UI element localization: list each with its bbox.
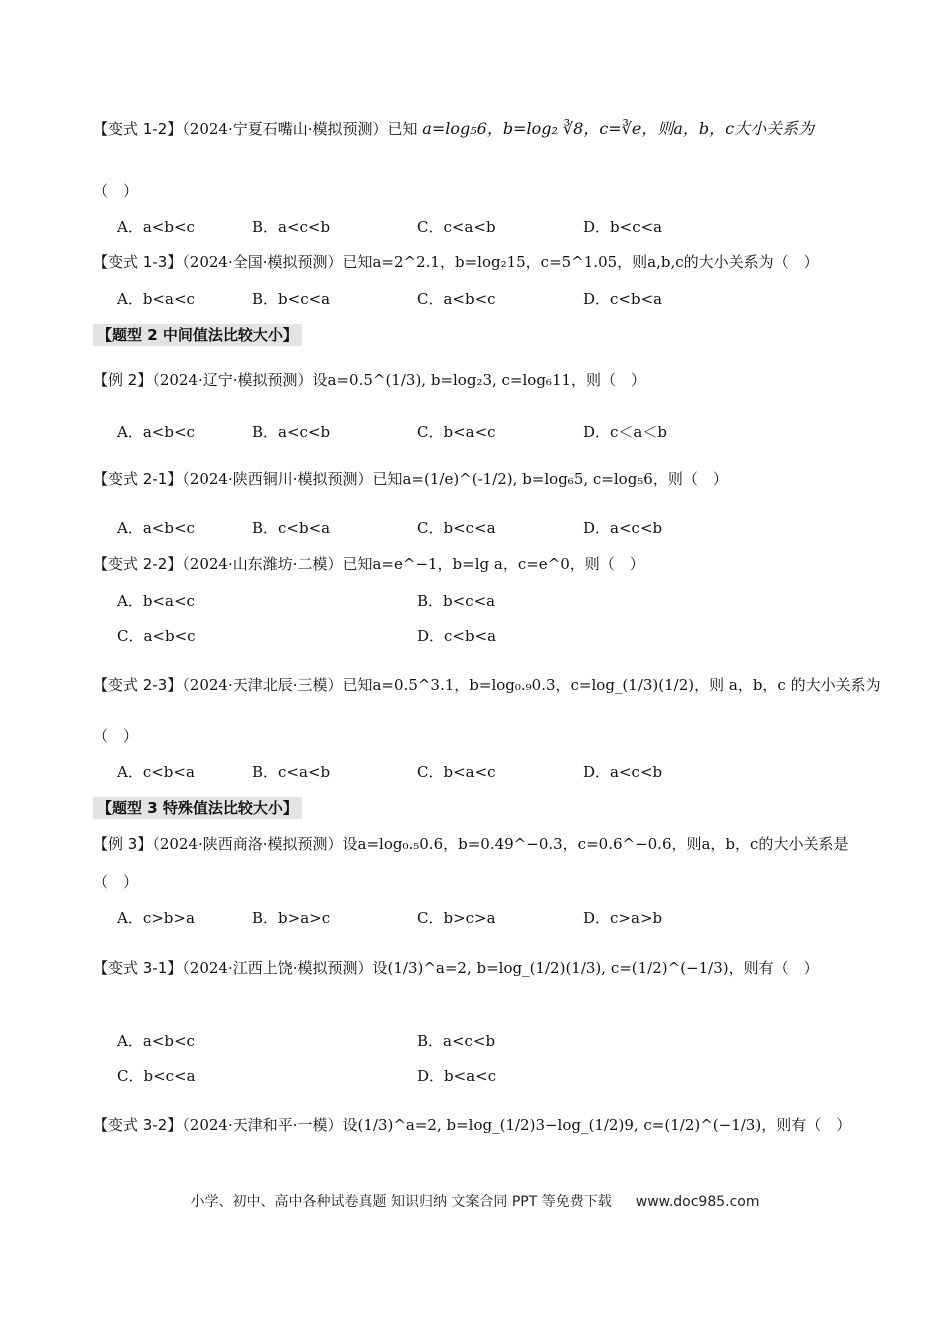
question-label: 【变式 2-3】 [93, 676, 183, 694]
question-label: 【例 2】 [93, 371, 153, 389]
option-b[interactable]: B．c<b<a [252, 519, 331, 537]
option-b[interactable]: B．a<c<b [252, 218, 331, 236]
option-b[interactable]: B．b<c<a [417, 592, 496, 610]
question-text: （2024·天津和平·一模）设(1/3)^a=2, b=log_(1/2)3−log_(1/2)9, c=(1/2)^(−1/3)，则有（ ） [182, 1116, 852, 1134]
question-label: 【变式 2-1】 [93, 470, 183, 488]
option-d[interactable]: D．c<b<a [417, 627, 497, 645]
question-v2-1 [93, 469, 728, 489]
answer-paren: （ ） [93, 182, 139, 200]
option-a[interactable]: A．b<a<c [117, 290, 195, 308]
option-d[interactable]: D．a<c<b [583, 763, 663, 781]
footer-url[interactable]: www.doc985.com [635, 1194, 760, 1210]
option-c[interactable]: C．b<c<a [417, 519, 496, 537]
option-b[interactable]: B．b>a>c [252, 909, 331, 927]
question-label: 【变式 3-1】 [93, 959, 183, 977]
option-a[interactable]: A．a<b<c [117, 423, 195, 441]
option-c[interactable]: C．b<a<c [417, 763, 496, 781]
section-heading-2: 【题型 2 中间值法比较大小】 [93, 324, 302, 346]
option-a[interactable]: A．a<b<c [117, 218, 195, 236]
option-a[interactable]: A．a<b<c [117, 1032, 195, 1050]
option-c[interactable]: C．b<a<c [417, 423, 496, 441]
question-v1-2 [93, 119, 814, 139]
option-a[interactable]: A．c>b>a [117, 909, 195, 927]
option-c[interactable]: C．a<b<c [417, 290, 496, 308]
option-d[interactable]: D．c>a>b [583, 909, 663, 927]
question-text: （2024·天津北辰·三模）已知a=0.5^3.1，b=log₀.₉0.3，c=log_(1/3)(1/2)，则 a，b，c 的大小关系为 [182, 676, 881, 694]
option-c[interactable]: C．a<b<c [117, 627, 196, 645]
question-v3-1 [93, 958, 819, 978]
option-b[interactable]: B．a<c<b [417, 1032, 496, 1050]
option-d[interactable]: D．b<a<c [417, 1067, 497, 1085]
question-text: （2024·全国·模拟预测）已知a=2^2.1，b=log₂15，c=5^1.05，则a,b,c的大小关系为（ ） [182, 253, 819, 271]
option-a[interactable]: A．c<b<a [117, 763, 195, 781]
question-label: 【变式 2-2】 [93, 555, 183, 573]
option-a[interactable]: A．a<b<c [117, 519, 195, 537]
question-text: （2024·山东潍坊·二模）已知a=e^−1，b=lg a，c=e^0，则（ ） [182, 555, 645, 573]
option-c[interactable]: C．b<c<a [117, 1067, 196, 1085]
option-d[interactable]: D．c<b<a [583, 290, 663, 308]
question-text: （2024·陕西铜川·模拟预测）已知a=(1/e)^(-1/2), b=log₆5, c=log₅6，则（ ） [182, 470, 728, 488]
question-v3-2 [93, 1115, 851, 1135]
question-label: 【变式 3-2】 [93, 1116, 183, 1134]
option-b[interactable]: B．a<c<b [252, 423, 331, 441]
question-text: （2024·江西上饶·模拟预测）设(1/3)^a=2, b=log_(1/2)(1/3), c=(1/2)^(−1/3)，则有（ ） [182, 959, 819, 977]
footer-text: 小学、初中、高中各种试卷真题 知识归纳 文案合同 PPT 等免费下载 [190, 1194, 612, 1210]
question-source: （2024·宁夏石嘴山·模拟预测）已知 [182, 120, 418, 138]
option-c[interactable]: C．b>c>a [417, 909, 496, 927]
option-b[interactable]: B．b<c<a [252, 290, 331, 308]
question-text: （2024·陕西商洛·模拟预测）设a=log₀.₅0.6，b=0.49^−0.3，c=0.6^−0.6，则a，b，c的大小关系是 [152, 835, 849, 853]
question-ex-3 [93, 834, 848, 854]
question-v2-2 [93, 554, 645, 574]
answer-paren: （ ） [93, 873, 139, 891]
question-label: 【变式 1-2】 [93, 120, 183, 138]
question-v1-3 [93, 252, 819, 272]
question-label: 【例 3】 [93, 835, 153, 853]
option-c[interactable]: C．c<a<b [417, 218, 496, 236]
option-a[interactable]: A．b<a<c [117, 592, 195, 610]
option-d[interactable]: D．c＜a＜b [583, 423, 667, 441]
option-d[interactable]: D．b<c<a [583, 218, 663, 236]
question-text: （2024·辽宁·模拟预测）设a=0.5^(1/3), b=log₂3, c=log₆11，则（ ） [152, 371, 647, 389]
question-ex-2 [93, 370, 646, 390]
question-label: 【变式 1-3】 [93, 253, 183, 271]
answer-paren: （ ） [93, 727, 139, 745]
question-expression: a=log₅6，b=log₂ ∛8，c=∛e，则a，b，c大小关系为 [422, 119, 815, 138]
section-heading-3: 【题型 3 特殊值法比较大小】 [93, 797, 302, 819]
option-d[interactable]: D．a<c<b [583, 519, 663, 537]
question-v2-3 [93, 675, 881, 695]
page-footer [0, 1191, 950, 1211]
option-b[interactable]: B．c<a<b [252, 763, 331, 781]
